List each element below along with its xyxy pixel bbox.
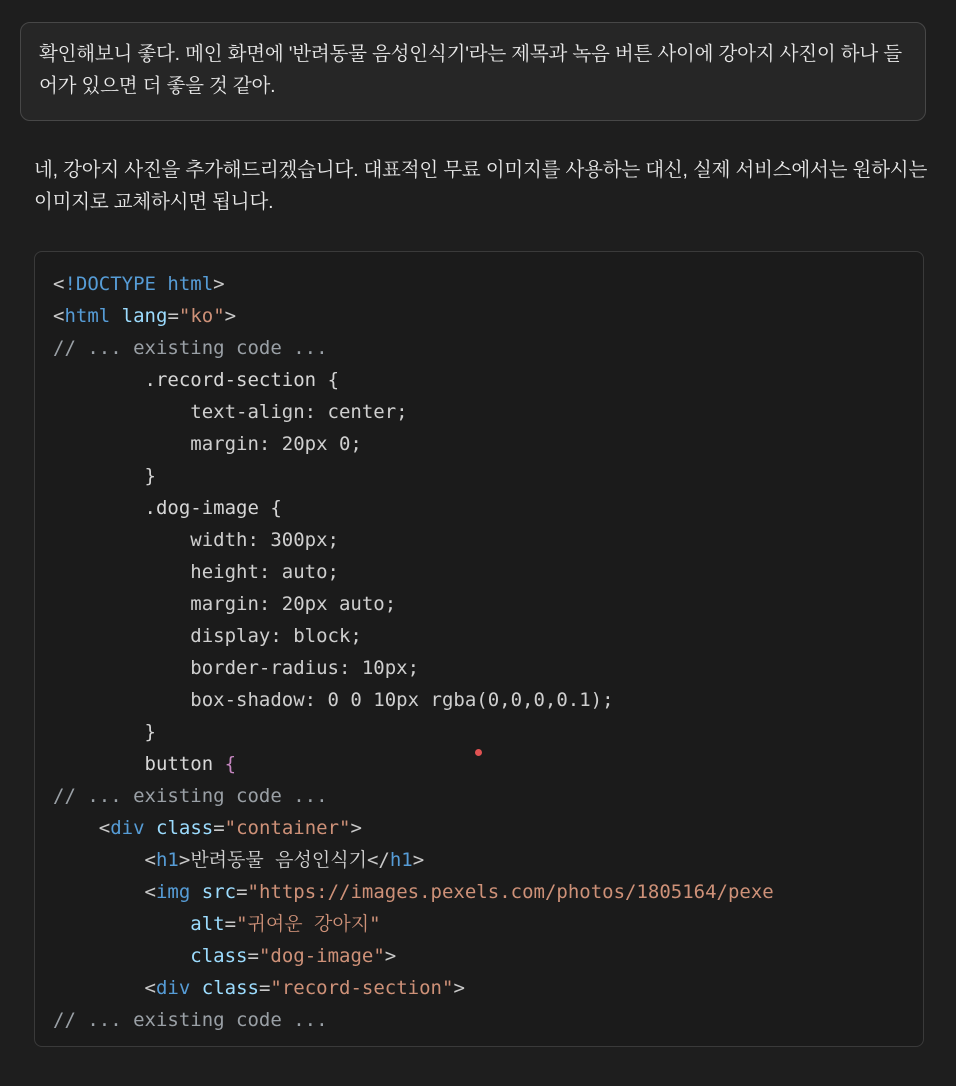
chat-transcript: [0, 22, 956, 1086]
user-message-bubble: [20, 22, 926, 121]
assistant-message: [34, 155, 928, 219]
error-dot-icon: [475, 749, 482, 756]
code-content: <!DOCTYPE html> <html lang="ko"> // ... existing code ... .record-section { text-align: center; margin: 20px 0; } .dog-image { width: 300px; height: auto; margin: 20px auto; display: block; border-radius: 10px; box-shadow: 0 0 10px rgba(0,0,0,0.1); } button { // ... existing code ... <div class="container"> <h1>반려동물 음성인식기</h1> <img src="https://images.pexels.com/photos/1805164/pexe alt="귀여운 강아지" class="dog-image"> <div class="record-section"> // ... existing code ...: [53, 272, 774, 1031]
assistant-message-text: 네, 강아지 사진을 추가해드리겠습니다. 대표적인 무료 이미지를 사용하는 대신, 실제 서비스에서는 원하시는 이미지로 교체하시면 됩니다.: [34, 159, 928, 213]
code-block[interactable]: [34, 251, 924, 1047]
user-message-text: 확인해보니 좋다. 메인 화면에 '반려동물 음성인식기'라는 제목과 녹음 버튼 사이에 강아지 사진이 하나 들어가 있으면 더 좋을 것 같아.: [39, 43, 902, 97]
